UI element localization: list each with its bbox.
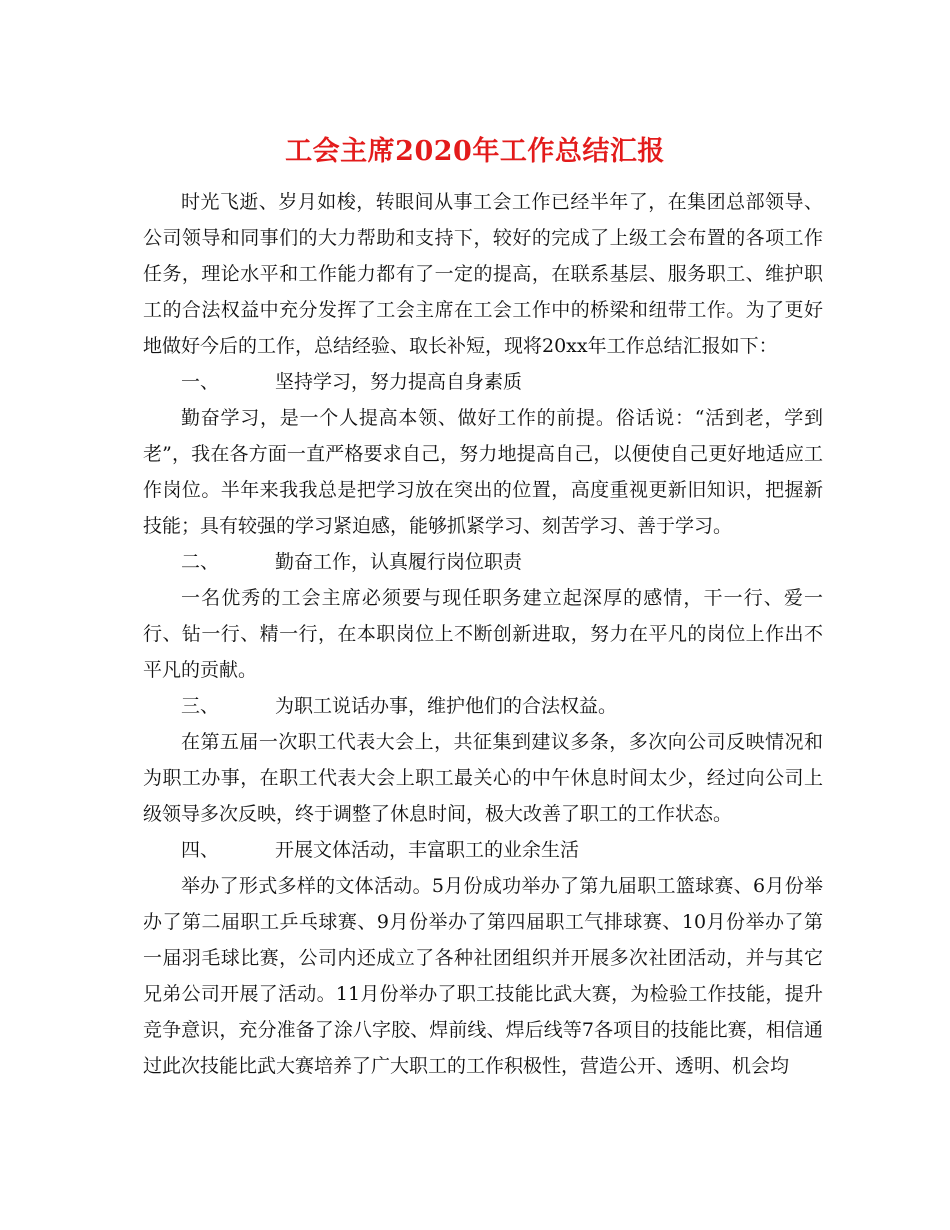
- intro-paragraph: 时光飞逝、岁月如梭，转眼间从事工会工作已经半年了，在集团总部领导、公司领导和同事们的大力帮助和支持下，较好的完成了上级工会布置的各项工作任务，理论水平和工作能力都有了一定的提高，在联系基层、服务职工、维护职工的合法权益中充分发挥了工会主席在工会工作中的桥梁和纽带工作。为了更好地做好今后的工作，总结经验、取长补短，现将20xx年工作总结汇报如下：: [143, 191, 823, 357]
- section-heading-text: 坚持学习，努力提高自身素质: [275, 371, 523, 393]
- section-number: 一、: [181, 371, 220, 393]
- section-heading-text: 开展文体活动，丰富职工的业余生活: [275, 839, 580, 861]
- section-heading-3: [143, 688, 823, 724]
- section-paragraph-4: 举办了形式多样的文体活动。5月份成功举办了第九届职工篮球赛、6月份举办了第二届职工乒乓球赛、9月份举办了第四届职工气排球赛、10月份举办了第一届羽毛球比赛，公司内还成立了各种社团组织并开展多次社团活动，并与其它兄弟公司开展了活动。11月份举办了职工技能比武大赛，为检验工作技能，提升竞争意识，充分准备了涂八字胶、焊前线、焊后线等7各项目的技能比赛，相信通过此次技能比武大赛培养了广大职工的工作积极性，营造公开、透明、机会均: [143, 875, 823, 1077]
- section-heading-text: 勤奋工作，认真履行岗位职责: [275, 551, 523, 573]
- section-paragraph-2: 一名优秀的工会主席必须要与现任职务建立起深厚的感情，干一行、爱一行、钻一行、精一行，在本职岗位上不断创新进取，努力在平凡的岗位上作出不平凡的贡献。: [143, 587, 823, 681]
- section-heading-text: 为职工说话办事，维护他们的合法权益。: [275, 695, 618, 717]
- section-number: 四、: [181, 839, 220, 861]
- section-paragraph-1: 勤奋学习，是一个人提高本领、做好工作的前提。俗话说：“活到老，学到老”，我在各方面一直严格要求自己，努力地提高自己，以便使自己更好地适应工作岗位。半年来我我总是把学习放在突出的位置，高度重视更新旧知识，把握新技能；具有较强的学习紧迫感，能够抓紧学习、刻苦学习、善于学习。: [143, 407, 823, 537]
- document-body: [143, 184, 823, 1084]
- section-heading-4: [143, 832, 823, 868]
- section-heading-1: [143, 364, 823, 400]
- section-number: 三、: [181, 695, 220, 717]
- section-number: 二、: [181, 551, 220, 573]
- section-heading-2: [143, 544, 823, 580]
- section-paragraph-3: 在第五届一次职工代表大会上，共征集到建议多条，多次向公司反映情况和为职工办事，在职工代表大会上职工最关心的中午休息时间太少，经过向公司上级领导多次反映，终于调整了休息时间，极大改善了职工的工作状态。: [143, 731, 823, 825]
- document-title: 工会主席2020年工作总结汇报: [285, 136, 665, 167]
